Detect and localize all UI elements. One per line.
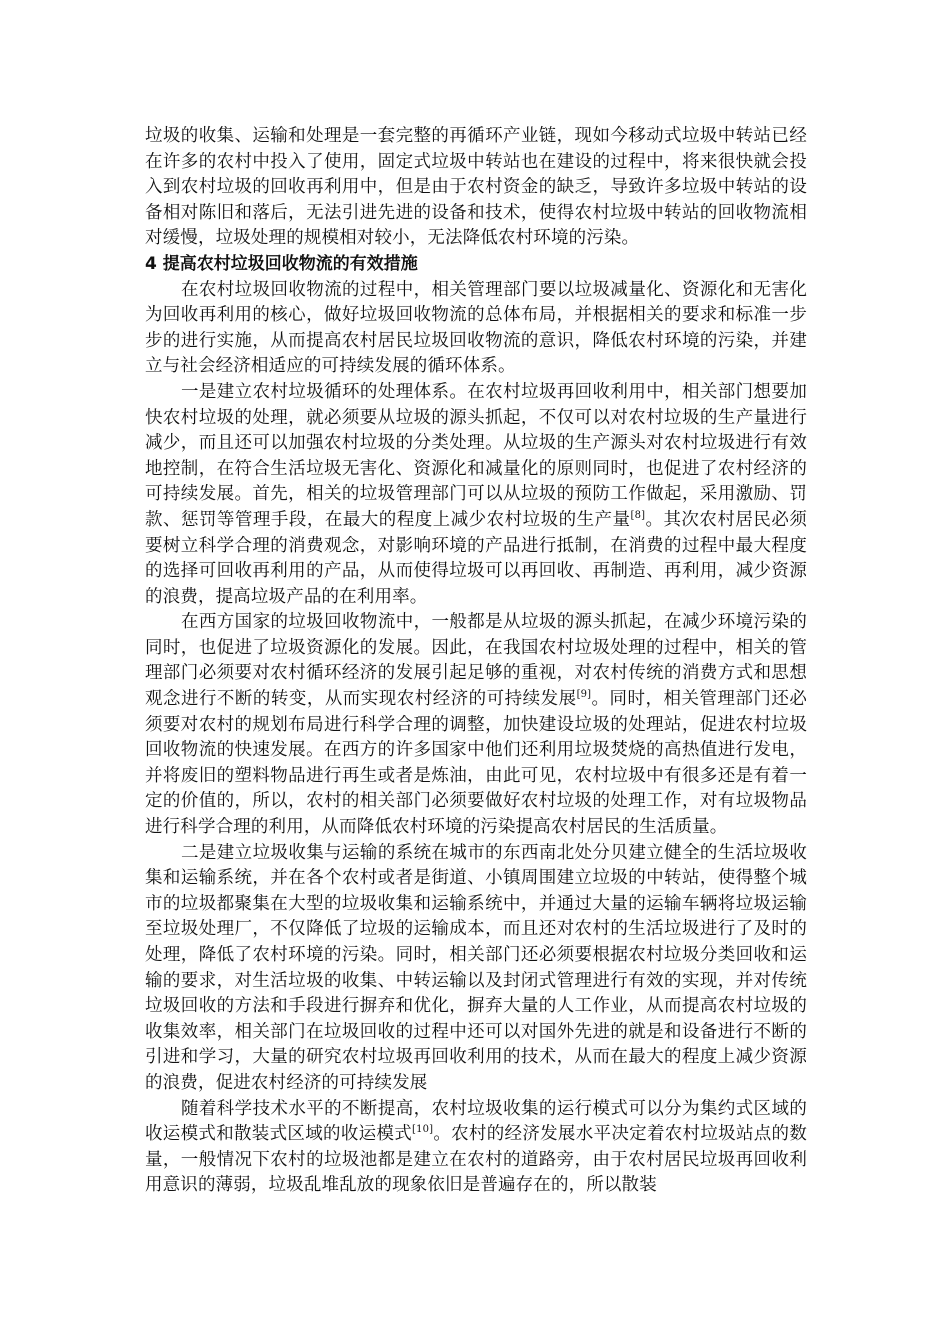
paragraph-3-text-b: 。同时，相关管理部门还必须要对农村的规划布局进行科学合理的调整，加快建设垃圾的处理站，促进农村垃圾回收物流的快速发展。在西方的许多国家中他们还利用垃圾焚烧的高热值进行发电，并将废旧的塑料物品进行再生或者是炼油，由此可见，农村垃圾中有很多还是有着一定的价值的，所以，农村的相关部门必须要做好农村垃圾的处理工作，对有垃圾物品进行科学合理的利用，从而降低农村环境的污染提高农村居民的生活质量。 (145, 689, 807, 838)
citation-10: [10] (412, 1124, 434, 1136)
paragraph-4: 二是建立垃圾收集与运输的系统在城市的东西南北处分贝建立健全的生活垃圾收集和运输系统，并在各个农村或者是街道、小镇周围建立垃圾的中转站，使得整个城市的垃圾都聚集在大型的垃圾收集和运输系统中，并通过大量的运输车辆将垃圾运输至垃圾处理厂，不仅降低了垃圾的运输成本，而且还对农村的生活垃圾进行了及时的处理，降低了农村环境的污染。同时，相关部门还必须要根据农村垃圾分类回收和运输的要求，对生活垃圾的收集、中转运输以及封闭式管理进行有效的实现，并对传统垃圾回收的方法和手段进行摒弃和优化，摒弃大量的人工作业，从而提高农村垃圾的收集效率，相关部门在垃圾回收的过程中还可以对国外先进的就是和设备进行不断的引进和学习，大量的研究农村垃圾再回收利用的技术，从而在最大的程度上减少资源的浪费，促进农村经济的可持续发展 (145, 842, 807, 1093)
paragraph-2-text-a: 一是建立农村垃圾循环的处理体系。在农村垃圾再回收利用中，相关部门想要加快农村垃圾的处理，就必须要从垃圾的源头抓起，不仅可以对农村垃圾的生产量进行减少，而且还可以加强农村垃圾的分类处理。从垃圾的生产源头对农村垃圾进行有效地控制，在符合生活垃圾无害化、资源化和减量化的原则同时，也促进了农村经济的可持续发展。首先，相关的垃圾管理部门可以从垃圾的预防工作做起，采用激励、罚款、惩罚等管理手段，在最大的程度上减少农村垃圾的生产量 (145, 381, 807, 530)
citation-9: [9] (576, 689, 592, 701)
paragraph-3 (145, 610, 807, 840)
paragraph-intro: 垃圾的收集、运输和处理是一套完整的再循环产业链，现如今移动式垃圾中转站已经在许多的农村中投入了使用，固定式垃圾中转站也在建设的过程中，将来很快就会投入到农村垃圾的回收再利用中，但是由于农村资金的缺乏，导致许多垃圾中转站的设备相对陈旧和落后，无法引进先进的设备和技术，使得农村垃圾中转站的回收物流相对缓慢，垃圾处理的规模相对较小，无法降低农村环境的污染。 (145, 126, 807, 249)
paragraph-2 (145, 380, 807, 610)
paragraph-5-text-b: 。农村的经济发展水平决定着农村垃圾站点的数量，一般情况下农村的垃圾池都是建立在农村的道路旁，由于农村居民垃圾再回收利用意识的薄弱，垃圾乱堆乱放的现象依旧是普遍存在的，所以散装 (145, 1124, 808, 1196)
paragraph-2-text-b: 。其次农村居民必须要树立科学合理的消费观念，对影响环境的产品进行抵制，在消费的过程中最大程度的选择可回收再利用的产品，从而使得垃圾可以再回收、再制造、再利用，减少资源的浪费，提高垃圾产品的在利用率。 (145, 509, 807, 607)
document-page (145, 124, 807, 1199)
section-heading: 4 提高农村垃圾回收物流的有效措施 (145, 253, 418, 274)
citation-8: [8] (630, 510, 646, 522)
paragraph-5 (145, 1097, 807, 1199)
paragraph-5-text-a: 随着科学技术水平的不断提高，农村垃圾收集的运行模式可以分为集约式区域的收运模式和散装式区域的收运模式 (145, 1098, 807, 1145)
paragraph-1: 在农村垃圾回收物流的过程中，相关管理部门要以垃圾减量化、资源化和无害化为回收再利用的核心，做好垃圾回收物流的总体布局，并根据相关的要求和标准一步步的进行实施，从而提高农村居民垃圾回收物流的意识，降低农村环境的污染，并建立与社会经济相适应的可持续发展的循环体系。 (145, 279, 807, 377)
paragraph-3-text-a: 在西方国家的垃圾回收物流中，一般都是从垃圾的源头抓起，在减少环境污染的同时，也促进了垃圾资源化的发展。因此，在我国农村垃圾处理的过程中，相关的管理部门必须要对农村循环经济的发展引起足够的重视，对农村传统的消费方式和思想观念进行不断的转变，从而实现农村经济的可持续发展 (145, 612, 807, 710)
